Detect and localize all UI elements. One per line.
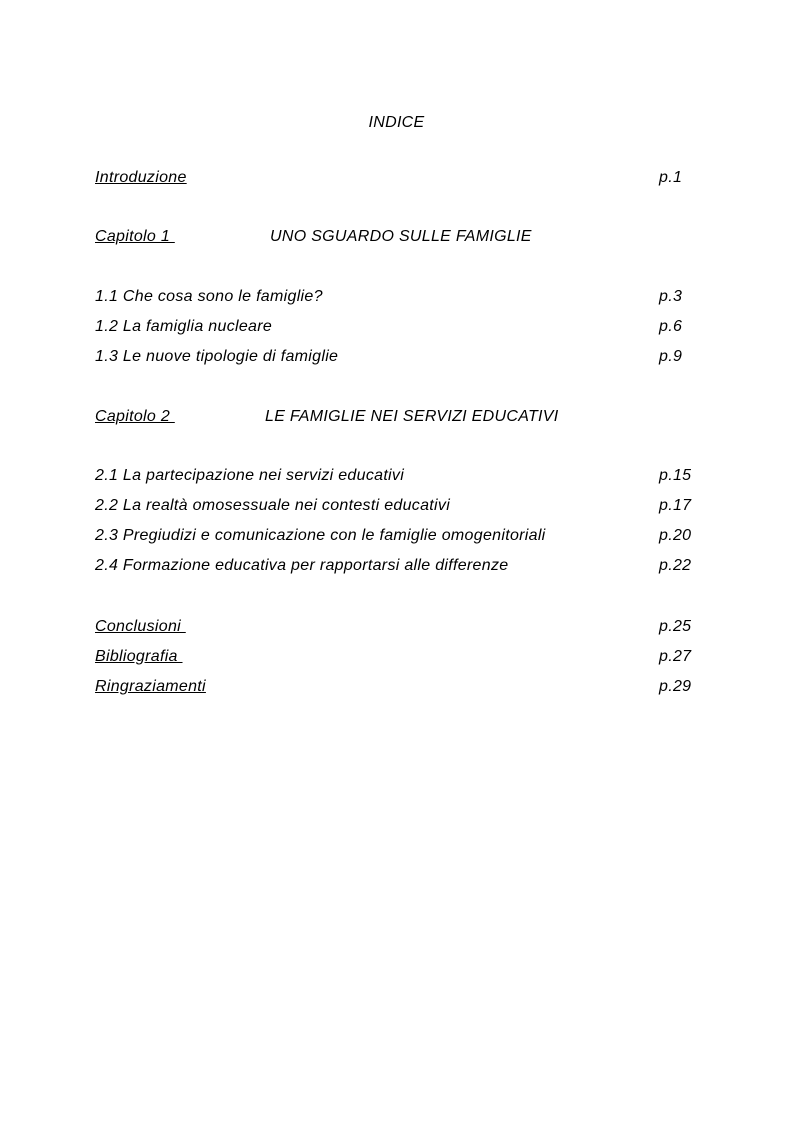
toc-entry xyxy=(95,287,705,307)
toc-entry-bibliography xyxy=(95,647,705,667)
chapter-2-heading xyxy=(95,407,705,427)
toc-entry-introduction xyxy=(95,168,705,188)
chapter-title: LE FAMIGLIE NEI SERVIZI EDUCATIVI xyxy=(265,408,559,425)
toc-entry-label: 1.2 La famiglia nucleare xyxy=(95,318,273,335)
index-heading xyxy=(0,113,793,133)
toc-entry-page: p.22 xyxy=(659,557,692,574)
chapter-title: UNO SGUARDO SULLE FAMIGLIE xyxy=(270,228,532,245)
toc-entry-page: p.1 xyxy=(659,169,683,186)
toc-entry-label: 2.2 La realtà omosessuale nei contesti educativi xyxy=(95,497,451,514)
toc-entry xyxy=(95,466,705,486)
toc-entry-page: p.3 xyxy=(659,288,683,305)
toc-entry xyxy=(95,526,705,546)
toc-entry-acknowledgements xyxy=(95,677,705,697)
toc-entry-label: 1.1 Che cosa sono le famiglie? xyxy=(95,288,323,305)
toc-entry-page: p.17 xyxy=(659,497,692,514)
chapter-label: Capitolo 2 xyxy=(95,408,175,425)
toc-entry xyxy=(95,317,705,337)
toc-entry-page: p.27 xyxy=(659,648,692,665)
toc-entry-page: p.29 xyxy=(659,678,692,695)
toc-entry-page: p.25 xyxy=(659,618,692,635)
toc-entry-conclusions xyxy=(95,617,705,637)
toc-entry xyxy=(95,556,705,576)
toc-entry-label: Conclusioni xyxy=(95,618,186,635)
chapter-label: Capitolo 1 xyxy=(95,228,175,245)
toc-entry-label: 1.3 Le nuove tipologie di famiglie xyxy=(95,348,339,365)
toc-entry-label: 2.1 La partecipazione nei servizi educativi xyxy=(95,467,405,484)
index-heading-text: INDICE xyxy=(368,114,425,131)
toc-entry-label: Bibliografia xyxy=(95,648,183,665)
toc-entry-page: p.20 xyxy=(659,527,692,544)
toc-entry-label: Introduzione xyxy=(95,169,187,186)
toc-entry-label: 2.3 Pregiudizi e comunicazione con le famiglie omogenitoriali xyxy=(95,527,546,544)
toc-entry-page: p.9 xyxy=(659,348,683,365)
toc-entry xyxy=(95,496,705,516)
toc-entry xyxy=(95,347,705,367)
chapter-1-heading xyxy=(95,227,705,247)
toc-entry-page: p.6 xyxy=(659,318,683,335)
toc-entry-page: p.15 xyxy=(659,467,692,484)
toc-entry-label: Ringraziamenti xyxy=(95,678,206,695)
toc-entry-label: 2.4 Formazione educativa per rapportarsi alle differenze xyxy=(95,557,509,574)
